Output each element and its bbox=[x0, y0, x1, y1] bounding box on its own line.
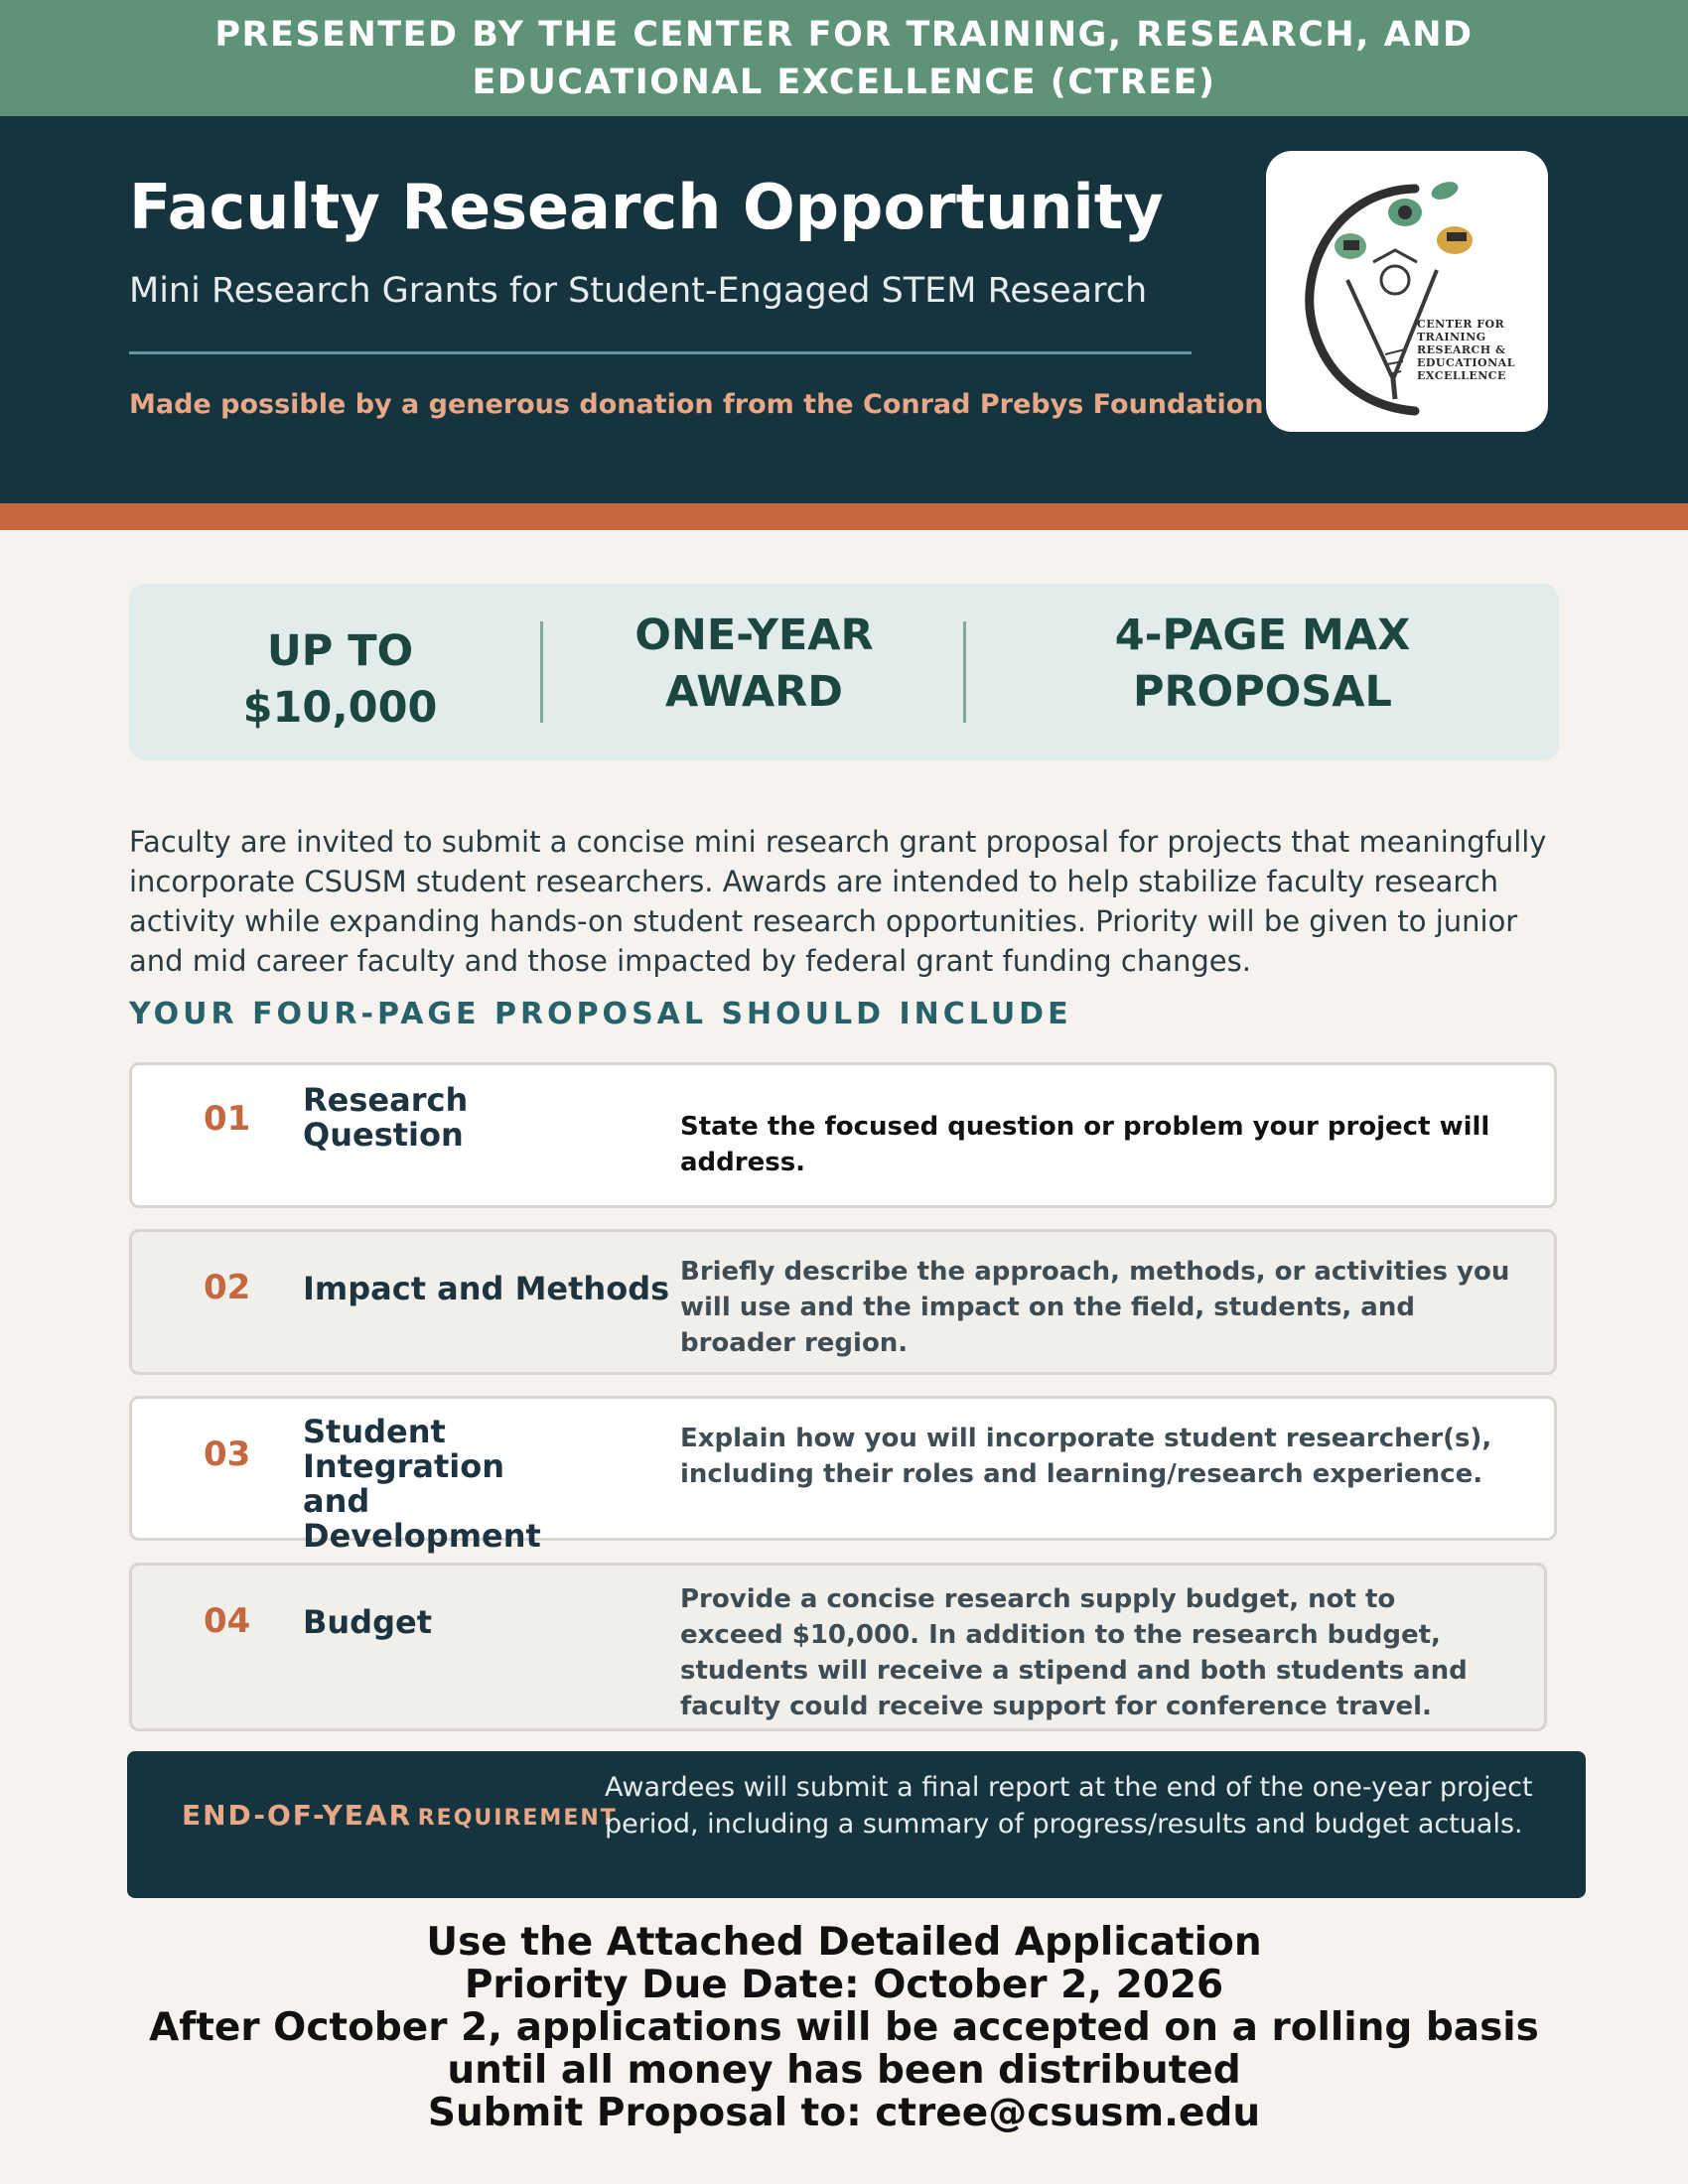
list-item bbox=[129, 1563, 1547, 1731]
donation-note: Made possible by a generous donation from the Conrad Prebys Foundation bbox=[129, 389, 1264, 420]
item-label: Budget bbox=[303, 1603, 432, 1641]
banner-text: PRESENTED BY THE CENTER FOR TRAINING, RESEARCH, AND EDUCATIONAL EXCELLENCE (CTREE) bbox=[214, 14, 1474, 102]
stat-proposal-length: 4-PAGE MAX PROPOSAL bbox=[1114, 611, 1411, 717]
ctree-logo bbox=[1266, 151, 1548, 432]
footer-rolling-basis: After October 2, applications will be accepted on a rolling basis until all money has been distributed bbox=[149, 2005, 1539, 2093]
item-number: 02 bbox=[204, 1268, 251, 1307]
item-description: Briefly describe the approach, methods, or activities you will use and the impact on the field, students, and broader region. bbox=[680, 1257, 1510, 1358]
footer-application-line: Use the Attached Detailed Application bbox=[426, 1920, 1262, 1965]
stat-award-duration: ONE-YEAR AWARD bbox=[634, 611, 874, 717]
header-rule bbox=[129, 351, 1192, 354]
end-of-year-requirement-box bbox=[127, 1751, 1586, 1898]
intro-paragraph: Faculty are invited to submit a concise mini research grant proposal for projects that meaningfully incorporate CSUSM student researchers. Awards are intended to help stabilize faculty research activity while expanding hands-on student research opportunities. Priority will be given to junior and mid career faculty and those impacted by federal grant funding changes. bbox=[129, 825, 1547, 978]
item-number: 04 bbox=[204, 1601, 251, 1641]
item-label: Research Question bbox=[303, 1081, 469, 1154]
accent-divider bbox=[0, 503, 1688, 530]
item-label: Impact and Methods bbox=[303, 1270, 670, 1307]
item-description: Explain how you will incorporate student researcher(s), including their roles and learning/research experience. bbox=[680, 1424, 1492, 1489]
end-of-year-label: END-OF-YEAR REQUIREMENT bbox=[182, 1799, 618, 1832]
key-facts-panel bbox=[129, 584, 1559, 760]
list-item bbox=[129, 1229, 1557, 1375]
page-title: Faculty Research Opportunity bbox=[129, 171, 1164, 243]
list-item bbox=[129, 1062, 1557, 1208]
item-description: State the focused question or problem your project will address. bbox=[680, 1112, 1490, 1177]
item-number: 03 bbox=[204, 1434, 251, 1474]
item-description: Provide a concise research supply budget, not to exceed $10,000. In addition to the research budget, students will receive a stipend and both students and faculty could receive support for conference travel. bbox=[680, 1584, 1468, 1721]
tree-lightbulb-logo-icon bbox=[1266, 151, 1548, 432]
page-subtitle: Mini Research Grants for Student-Engaged STEM Research bbox=[129, 271, 1148, 311]
item-number: 01 bbox=[204, 1099, 251, 1139]
logo-text: CENTER FOR TRAINING RESEARCH & EDUCATIONAL EXCELLENCE bbox=[1417, 318, 1515, 382]
end-of-year-text: Awardees will submit a final report at the end of the one-year project period, including a summary of progress/results and budget actuals. bbox=[605, 1772, 1533, 1840]
list-item bbox=[129, 1396, 1557, 1555]
stat-award-amount: UP TO $10,000 bbox=[242, 626, 438, 733]
footer-submit-email: Submit Proposal to: ctree@csusm.edu bbox=[427, 2091, 1261, 2135]
submission-info bbox=[99, 1921, 1589, 2134]
presented-by-banner bbox=[0, 0, 1688, 116]
section-heading: YOUR FOUR-PAGE PROPOSAL SHOULD INCLUDE bbox=[129, 997, 1072, 1031]
item-label: Student Integration and Development bbox=[303, 1413, 541, 1555]
footer-due-date: Priority Due Date: October 2, 2026 bbox=[464, 1963, 1224, 2007]
